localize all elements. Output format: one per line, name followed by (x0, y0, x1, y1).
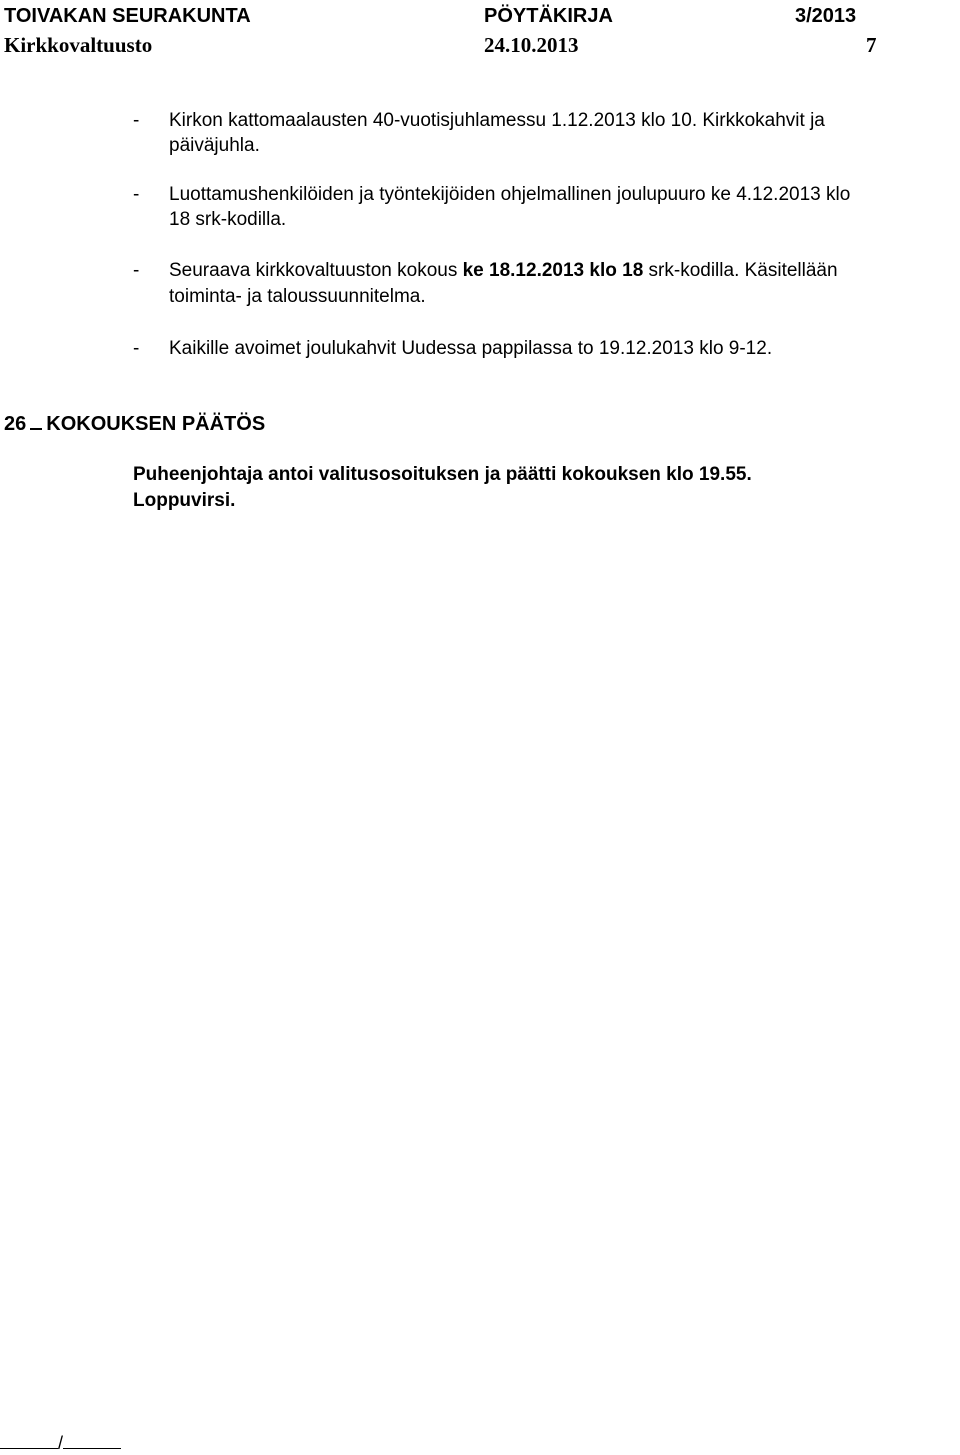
meeting-text: srk-kodilla. Käsitellään (643, 260, 838, 281)
list-item-line: Luottamushenkilöiden ja työntekijöiden ohjelmallinen joulupuuro ke 4.12.2013 klo (169, 184, 851, 205)
list-dash: - (133, 184, 140, 205)
document-type: PÖYTÄKIRJA (484, 5, 613, 27)
list-dash: - (133, 260, 140, 281)
initials-separator: / (58, 1433, 64, 1453)
meeting-text: Seuraava kirkkovaltuuston kokous (169, 260, 463, 281)
list-item-line (169, 258, 959, 284)
list-item-line: 18 srk-kodilla. (169, 209, 287, 230)
list-item-line: päiväjuhla. (169, 135, 260, 156)
page-number: 7 (866, 33, 877, 57)
initials-blank-right (63, 1430, 121, 1449)
meeting-body: Kirkkovaltuusto (4, 33, 153, 57)
initials-blank-left (0, 1430, 58, 1449)
decision-line: Loppuvirsi. (133, 490, 236, 511)
list-item-line: Kaikille avoimet joulukahvit Uudessa pappilassa to 19.12.2013 klo 9-12. (169, 338, 773, 359)
document-number: 3/2013 (795, 5, 857, 27)
meeting-datetime: ke 18.12.2013 klo 18 (462, 260, 644, 281)
list-dash: - (133, 110, 140, 131)
initials-line (0, 1430, 121, 1455)
meeting-date: 24.10.2013 (484, 33, 579, 57)
list-dash: - (133, 338, 140, 359)
decision-line: Puheenjohtaja antoi valitusosoituksen ja päätti kokouksen klo 19.55. (133, 464, 752, 485)
section-separator (30, 414, 42, 430)
section-title: KOKOUKSEN PÄÄTÖS (46, 413, 266, 435)
decision-text (133, 462, 752, 514)
organization-name: TOIVAKAN SEURAKUNTA (4, 5, 251, 27)
section-number: 26 (4, 413, 27, 435)
list-item-line: Kirkon kattomaalausten 40-vuotisjuhlamessu 1.12.2013 klo 10. Kirkkokahvit ja (169, 110, 825, 131)
list-item-line: toiminta- ja taloussuunnitelma. (169, 286, 426, 307)
section-heading (4, 411, 265, 437)
